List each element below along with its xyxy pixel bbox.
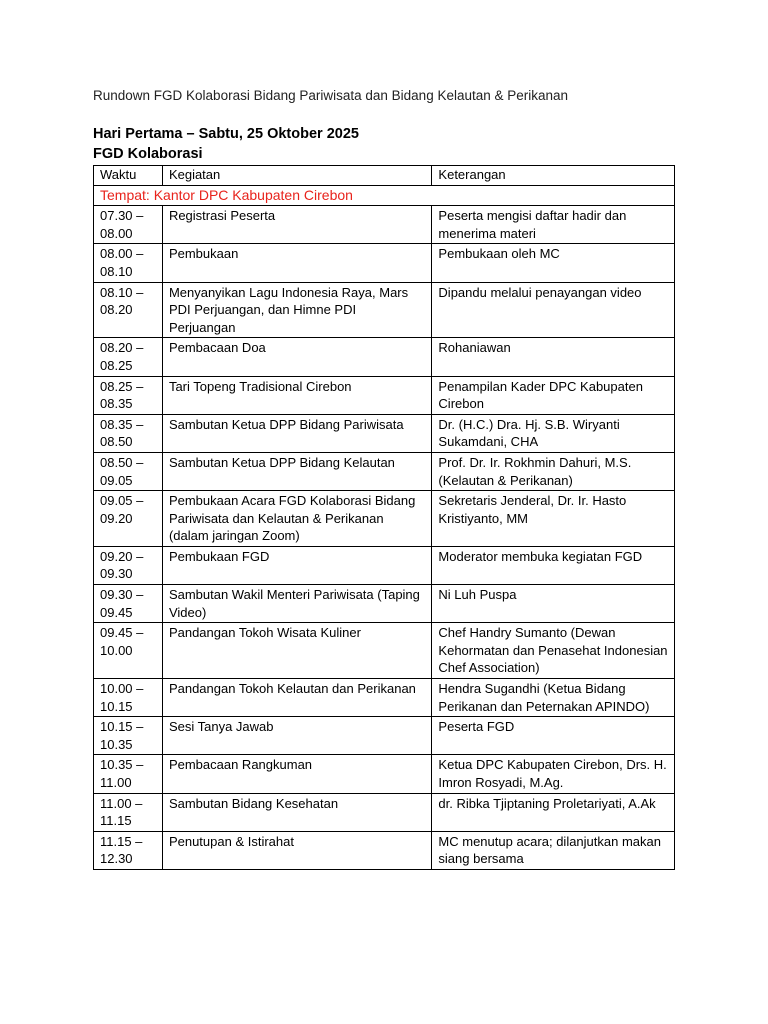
venue-row xyxy=(94,185,675,206)
table-row xyxy=(94,244,675,282)
table-row xyxy=(94,623,675,679)
time-cell: 11.00 – 11.15 xyxy=(94,793,163,831)
note-cell: Peserta mengisi daftar hadir dan menerima materi xyxy=(432,206,675,244)
table-header-row xyxy=(94,166,675,186)
activity-cell: Pembukaan xyxy=(162,244,431,282)
note-cell: Sekretaris Jenderal, Dr. Ir. Hasto Kristiyanto, MM xyxy=(432,491,675,547)
table-row xyxy=(94,376,675,414)
note-cell: MC menutup acara; dilanjutkan makan siang bersama xyxy=(432,831,675,869)
note-cell: Chef Handry Sumanto (Dewan Kehormatan dan Penasehat Indonesian Chef Association) xyxy=(432,623,675,679)
table-row xyxy=(94,206,675,244)
time-cell: 09.20 – 09.30 xyxy=(94,546,163,584)
note-cell: Dr. (H.C.) Dra. Hj. S.B. Wiryanti Sukamdani, CHA xyxy=(432,414,675,452)
time-cell: 09.05 – 09.20 xyxy=(94,491,163,547)
activity-cell: Sambutan Wakil Menteri Pariwisata (Taping Video) xyxy=(162,585,431,623)
time-cell: 10.35 – 11.00 xyxy=(94,755,163,793)
header-waktu: Waktu xyxy=(94,166,163,186)
day-heading: Hari Pertama – Sabtu, 25 Oktober 2025 xyxy=(93,126,359,142)
note-cell: dr. Ribka Tjiptaning Proletariyati, A.Ak xyxy=(432,793,675,831)
note-cell: Peserta FGD xyxy=(432,717,675,755)
table-row xyxy=(94,585,675,623)
note-cell: Pembukaan oleh MC xyxy=(432,244,675,282)
table-row xyxy=(94,679,675,717)
rundown-table xyxy=(93,165,675,870)
table-row xyxy=(94,338,675,376)
activity-cell: Menyanyikan Lagu Indonesia Raya, Mars PDI Perjuangan, dan Himne PDI Perjuangan xyxy=(162,282,431,338)
table-row xyxy=(94,831,675,869)
activity-cell: Sambutan Ketua DPP Bidang Kelautan xyxy=(162,452,431,490)
time-cell: 08.10 – 08.20 xyxy=(94,282,163,338)
note-cell: Dipandu melalui penayangan video xyxy=(432,282,675,338)
activity-cell: Penutupan & Istirahat xyxy=(162,831,431,869)
activity-cell: Pembukaan Acara FGD Kolaborasi Bidang Pariwisata dan Kelautan & Perikanan (dalam jaringan Zoom) xyxy=(162,491,431,547)
note-cell: Penampilan Kader DPC Kabupaten Cirebon xyxy=(432,376,675,414)
activity-cell: Pembacaan Rangkuman xyxy=(162,755,431,793)
header-kegiatan: Kegiatan xyxy=(162,166,431,186)
table-row xyxy=(94,491,675,547)
note-cell: Hendra Sugandhi (Ketua Bidang Perikanan dan Peternakan APINDO) xyxy=(432,679,675,717)
time-cell: 08.25 – 08.35 xyxy=(94,376,163,414)
time-cell: 09.45 – 10.00 xyxy=(94,623,163,679)
note-cell: Prof. Dr. Ir. Rokhmin Dahuri, M.S. (Kelautan & Perikanan) xyxy=(432,452,675,490)
header-keterangan: Keterangan xyxy=(432,166,675,186)
activity-cell: Registrasi Peserta xyxy=(162,206,431,244)
venue-label: Tempat: Kantor DPC Kabupaten Cirebon xyxy=(94,185,675,206)
activity-cell: Tari Topeng Tradisional Cirebon xyxy=(162,376,431,414)
time-cell: 10.00 – 10.15 xyxy=(94,679,163,717)
activity-cell: Sambutan Ketua DPP Bidang Pariwisata xyxy=(162,414,431,452)
table-row xyxy=(94,452,675,490)
activity-cell: Pandangan Tokoh Wisata Kuliner xyxy=(162,623,431,679)
time-cell: 08.00 – 08.10 xyxy=(94,244,163,282)
table-row xyxy=(94,793,675,831)
note-cell: Moderator membuka kegiatan FGD xyxy=(432,546,675,584)
table-row xyxy=(94,414,675,452)
table-row xyxy=(94,546,675,584)
time-cell: 08.50 – 09.05 xyxy=(94,452,163,490)
section-heading: FGD Kolaborasi xyxy=(93,146,203,162)
time-cell: 11.15 – 12.30 xyxy=(94,831,163,869)
table-row xyxy=(94,755,675,793)
time-cell: 08.35 – 08.50 xyxy=(94,414,163,452)
activity-cell: Pembacaan Doa xyxy=(162,338,431,376)
table-row xyxy=(94,282,675,338)
activity-cell: Sesi Tanya Jawab xyxy=(162,717,431,755)
time-cell: 08.20 – 08.25 xyxy=(94,338,163,376)
time-cell: 10.15 – 10.35 xyxy=(94,717,163,755)
note-cell: Rohaniawan xyxy=(432,338,675,376)
table-row xyxy=(94,717,675,755)
document-title: Rundown FGD Kolaborasi Bidang Pariwisata dan Bidang Kelautan & Perikanan xyxy=(93,88,569,103)
time-cell: 07.30 – 08.00 xyxy=(94,206,163,244)
activity-cell: Pembukaan FGD xyxy=(162,546,431,584)
time-cell: 09.30 – 09.45 xyxy=(94,585,163,623)
note-cell: Ketua DPC Kabupaten Cirebon, Drs. H. Imron Rosyadi, M.Ag. xyxy=(432,755,675,793)
activity-cell: Sambutan Bidang Kesehatan xyxy=(162,793,431,831)
activity-cell: Pandangan Tokoh Kelautan dan Perikanan xyxy=(162,679,431,717)
note-cell: Ni Luh Puspa xyxy=(432,585,675,623)
